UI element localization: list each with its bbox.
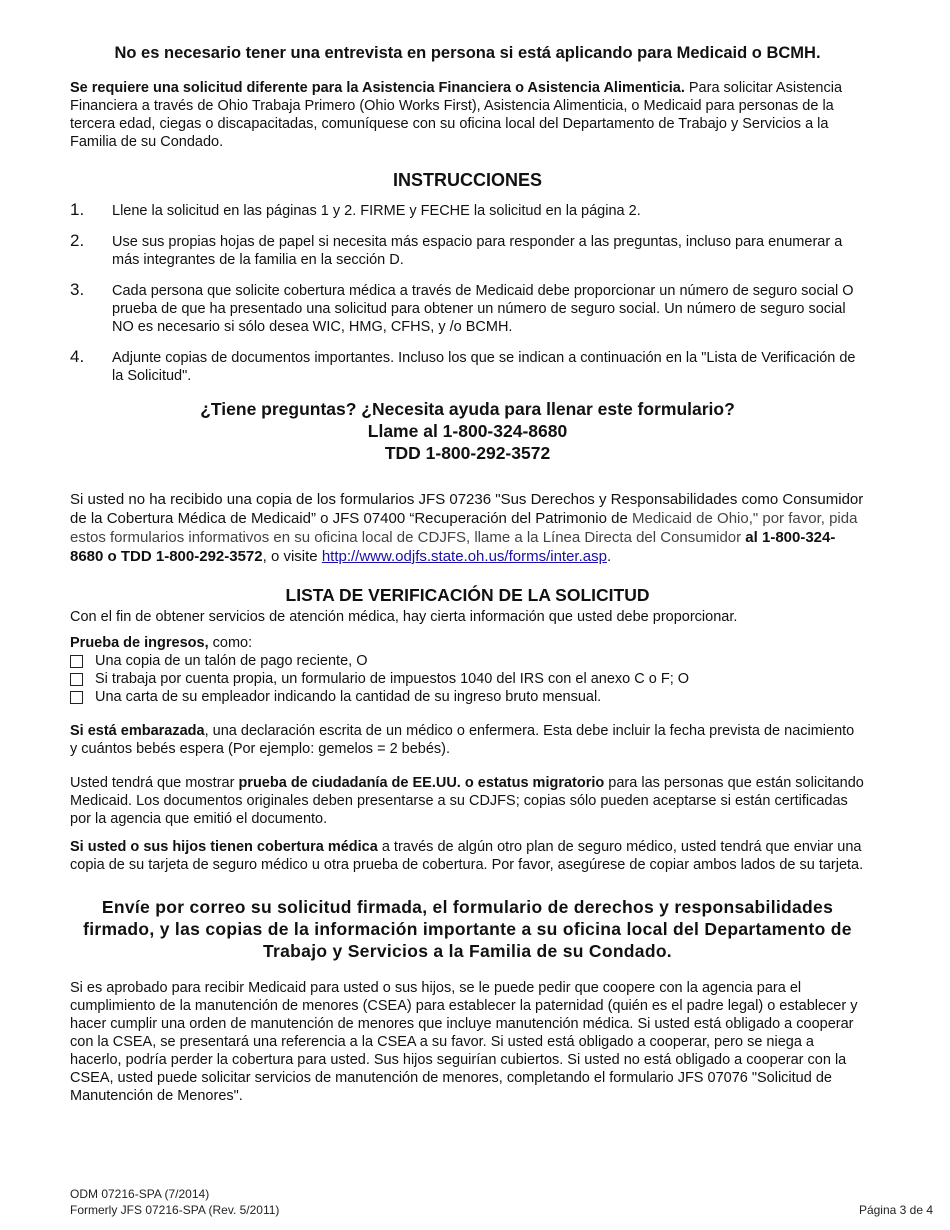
help-tdd: TDD 1-800-292-3572 bbox=[384, 443, 551, 463]
forms-link[interactable]: http://www.odjfs.state.oh.us/forms/inter.asp bbox=[321, 548, 607, 565]
checkbox-row bbox=[70, 670, 865, 688]
insurance-bold: Si usted o sus hijos tienen cobertura médica bbox=[70, 839, 378, 855]
intro-text: Para solicitar Asistencia Financiera a través de Ohio Trabaja Primero (Ohio Works First), Asistencia Alimenticia, o Medicaid para personas de la tercera edad, ciegas o discapacitadas, comuníquese con su oficina local del Departamento de Trabajo y Servicios a la Familia de su Condado. bbox=[70, 80, 843, 150]
checkbox-label: Una carta de su empleador indicando la cantidad de su ingreso bruto mensual. bbox=[95, 689, 602, 705]
tax-form-checkbox[interactable] bbox=[70, 673, 83, 686]
checkbox-label: Si trabaja por cuenta propia, un formulario de impuestos 1040 del IRS con el anexo C o F; O bbox=[95, 671, 690, 687]
formerly-id: Formerly JFS 07216-SPA (Rev. 5/2011) bbox=[70, 1203, 280, 1217]
instruction-text: Use sus propias hojas de papel si necesita más espacio para responder a las preguntas, incluso para enumerar a más integrantes de la familia en la sección D. bbox=[112, 234, 843, 268]
instructions-title: INSTRUCCIONES bbox=[392, 170, 542, 190]
in-person-notice: No es necesario tener una entrevista en persona si está aplicando para Medicaid o BCMH. bbox=[114, 44, 821, 62]
instruction-item bbox=[70, 349, 865, 385]
income-proof-heading bbox=[70, 634, 865, 652]
instruction-text: Cada persona que solicite cobertura médica a través de Medicaid debe proporcionar un número de seguro social O prueba de que ha presentado una solicitud para obtener un número de seguro social. Un número de seguro social NO es necesario si sólo desea WIC, HMG, CFHS, y /o BCMH. bbox=[112, 283, 854, 335]
citizenship-text-2: para las personas que están solicitando Medicaid. Los documentos originales deben presentarse a su CDJFS; copias sólo pueden aceptarse si están certificadas por la agencia que emitió el documento. bbox=[70, 775, 864, 827]
page-number: Página 3 de 4 bbox=[858, 1203, 933, 1217]
rights-text-4: . bbox=[606, 548, 612, 565]
income-proof-text: como: bbox=[208, 635, 253, 651]
pregnancy-bold: Si está embarazada bbox=[70, 723, 205, 739]
instruction-text: Llene la solicitud en las páginas 1 y 2. FIRME y FECHE la solicitud en la página 2. bbox=[112, 203, 641, 219]
citizenship-bold: prueba de ciudadanía de EE.UU. o estatus migratorio bbox=[238, 775, 605, 791]
instruction-number: 2. bbox=[70, 231, 85, 250]
checklist-title: LISTA DE VERIFICACIÓN DE LA SOLICITUD bbox=[285, 585, 650, 605]
employer-letter-checkbox[interactable] bbox=[70, 691, 83, 704]
instruction-item bbox=[70, 202, 865, 220]
rights-paragraph bbox=[70, 490, 865, 566]
rights-text-2: Medicaid de Ohio," por favor, pida estos formularios informativos en su oficina local de CDJFS, llame a la Línea Directa del Consumidor bbox=[70, 510, 858, 546]
footer-form-info bbox=[70, 1186, 279, 1218]
mail-notice: Envíe por correo su solicitud firmada, el formulario de derechos y responsabilidades firmado, y las copias de la información importante a su oficina local del Departamento de Trabajo y Servicios a la Familia de su Condado. bbox=[83, 897, 852, 961]
instruction-item bbox=[70, 233, 865, 269]
document-page bbox=[70, 44, 865, 1105]
instructions-list bbox=[70, 202, 865, 385]
rights-text-3: , o visite bbox=[262, 548, 322, 565]
pregnancy-text: , una declaración escrita de un médico o enfermera. Esta debe incluir la fecha prevista de nacimiento y cuántos bebés espera (Por ejemplo: gemelos = 2 bebés). bbox=[70, 723, 855, 757]
help-box bbox=[70, 398, 865, 464]
intro-bold: Se requiere una solicitud diferente para la Asistencia Financiera o Asistencia Alimenticia. bbox=[70, 80, 685, 96]
csea-paragraph: Si es aprobado para recibir Medicaid para usted o sus hijos, se le puede pedir que coopere con la agencia para el cumplimiento de la manutención de menores (CSEA) para establecer la paternidad (quién es el padre legal) o establecer y hacer cumplir una orden de manutención de menores que incluye manutención médica. Si usted está obligado a cooperar con la CSEA, se presentará una referencia a la CSEA a su favor. Si usted está obligado a cooperar, pero se niega a hacerlo, podría perder la cobertura para usted. Sus hijos seguirían cubiertos. Si usted no está obligado a cooperar con la CSEA, usted puede solicitar servicios de manutención de menores, completando el formulario JFS 07076 "Solicitud de Manutención de Menores". bbox=[70, 980, 858, 1104]
instruction-number: 3. bbox=[70, 280, 85, 299]
instruction-item bbox=[70, 282, 865, 336]
citizenship-text-1: Usted tendrá que mostrar bbox=[70, 775, 239, 791]
citizenship-paragraph bbox=[70, 774, 865, 828]
help-phone: Llame al 1-800-324-8680 bbox=[367, 421, 568, 441]
instruction-number: 1. bbox=[70, 200, 85, 219]
help-question: ¿Tiene preguntas? ¿Necesita ayuda para llenar este formulario? bbox=[200, 399, 735, 419]
checkbox-label: Una copia de un talón de pago reciente, O bbox=[95, 653, 368, 669]
checklist-intro: Con el fin de obtener servicios de atención médica, hay cierta información que usted debe proporcionar. bbox=[70, 609, 738, 625]
income-proof-bold: Prueba de ingresos, bbox=[70, 635, 209, 651]
rights-text-1: Si usted no ha recibido una copia de los formularios JFS 07236 "Sus Derechos y Responsabilidades como Consumidor de la Cobertura Médica de Medicaid” o JFS 07400 “Recuperación del Patrimonio de bbox=[70, 491, 864, 527]
form-id: ODM 07216-SPA (7/2014) bbox=[70, 1187, 210, 1201]
paystub-checkbox[interactable] bbox=[70, 655, 83, 668]
insurance-text: a través de algún otro plan de seguro médico, usted tendrá que enviar una copia de su tarjeta de seguro médico u otra prueba de cobertura. Por favor, asegúrese de copiar ambos lados de su tarjeta. bbox=[70, 839, 864, 873]
pregnancy-paragraph bbox=[70, 722, 865, 758]
intro-paragraph bbox=[70, 79, 865, 151]
instruction-text: Adjunte copias de documentos importantes. Incluso los que se indican a continuación en la "Lista de Verificación de la Solicitud". bbox=[112, 350, 856, 384]
rights-phone-bold: al 1-800-324-8680 o TDD 1-800-292-3572 bbox=[70, 529, 836, 565]
checkbox-row bbox=[70, 652, 865, 670]
checkbox-row bbox=[70, 688, 865, 706]
instruction-number: 4. bbox=[70, 347, 85, 366]
insurance-paragraph bbox=[70, 838, 865, 874]
